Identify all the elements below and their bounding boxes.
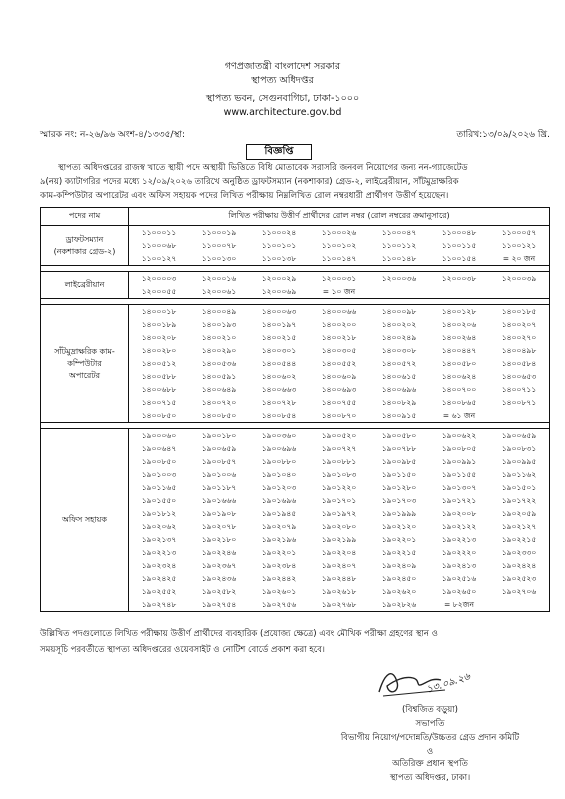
roll-row — [129, 468, 549, 481]
roll-number: ১৯০২৩২৪ — [141, 561, 177, 570]
roll-number: ১৯০১১৬৫ — [141, 483, 177, 492]
roll-number: ১৪০০২০৬ — [441, 320, 477, 329]
roll-number: ১৯০২৪০৭ — [321, 561, 357, 570]
roll-number: ১৯০১৯৯৯ — [381, 509, 417, 518]
roll-number: ১৪০০২০৮ — [141, 333, 177, 342]
roll-number: ১৯০১১৫০ — [381, 470, 417, 479]
roll-number: ১৯০২২০১ — [261, 548, 297, 557]
post-name-line: (নকশাকার গ্রেড-২) — [53, 246, 116, 256]
roll-number: ১৪০০৬৪৯ — [201, 385, 237, 394]
roll-number: ১৪০০৬০২ — [261, 372, 297, 381]
roll-number: ১১০০০২৪ — [261, 228, 297, 237]
footer-line-1: উল্লিখিত পদগুলোতে লিখিত পরীক্ষায় উত্তীর্ণ প্রার্থীদের ব্যবহারিক (প্রযোজ্য ক্ষেত্রে) এবং মৌখিক পরীক্ষা গ্রহণের স্থান ও — [40, 629, 438, 639]
roll-numbers-cell — [129, 305, 550, 423]
roll-number: ১৯০১৭২২ — [501, 496, 537, 505]
roll-number: ১১০০০১১ — [141, 228, 177, 237]
roll-row — [129, 318, 549, 331]
roll-number: ১৯০২৭৬৮ — [321, 600, 357, 609]
roll-number: ১৯০০৯৯৫ — [501, 457, 537, 466]
roll-row — [129, 305, 549, 318]
roll-row — [129, 409, 549, 422]
roll-number: ১৪০০৬৫৩ — [501, 372, 537, 381]
roll-row — [129, 239, 549, 252]
roll-number: ১৪০০৫৭২ — [381, 359, 417, 368]
roll-number: ১১০০০৭৮ — [201, 241, 237, 250]
roll-number: ১৪০০৬১৫ — [381, 372, 417, 381]
conjunction: ও — [426, 747, 434, 757]
roll-number: ১৪০০১২৮ — [441, 307, 477, 316]
memo-number: স্মারক নং: ন-২৬/৯৬ অংশ-৪/১৩৩৫/স্থা: — [40, 130, 186, 140]
roll-number: ১৯০০৭৮৮ — [381, 444, 417, 453]
roll-number: ১৪০০০৬৩ — [261, 307, 297, 316]
roll-number: ১৯০০৯৮৫ — [381, 457, 417, 466]
roll-number: ১৯০১৫০১ — [501, 483, 537, 492]
committee-name: বিভাগীয় নিয়োগ/পদোন্নতি/উচ্চতর গ্রেড প্রদান কমিটি — [340, 733, 520, 743]
roll-number: ১৯০২২১৩ — [441, 535, 477, 544]
roll-number: ১৪০০৫৫২ — [321, 359, 357, 368]
roll-numbers-cell — [129, 272, 550, 299]
roll-number: ১৪০০৮৫০ — [201, 411, 237, 420]
roll-number: ১৯০০৯৯১ — [441, 457, 477, 466]
roll-number: ১৯০১৭২১ — [441, 496, 477, 505]
roll-number: ১৯০২০০৮ — [441, 509, 477, 518]
roll-number: ১২০০০১৬ — [201, 274, 237, 283]
roll-number: ১৯০১২০৩ — [261, 483, 297, 492]
roll-number: ১৯০১৬৯৬ — [261, 496, 297, 505]
roll-number: ১৪০০৭৫৫ — [321, 398, 357, 407]
roll-number: ১৯০১৬৬৬ — [201, 496, 237, 505]
roll-number: ১৯০০৮৫৭ — [201, 457, 237, 466]
roll-number: ১৯০২৫২৩ — [501, 574, 537, 583]
roll-row — [129, 507, 549, 520]
roll-number: ১৪০০০৪৯ — [201, 307, 237, 316]
roll-number: ১৯০২৮২৬ — [381, 600, 417, 609]
signatory-designation: অতিরিক্ত প্রধান স্থপতি — [392, 759, 468, 769]
roll-row — [129, 383, 549, 396]
roll-number: ১৪০০৯১৫ — [381, 411, 417, 420]
roll-number: ১১০০১০২ — [321, 241, 357, 250]
roll-number: ১২০০০৩৬ — [381, 274, 417, 283]
roll-number: ১৯০০০৬০ — [141, 431, 177, 440]
roll-number: ১৯০০৬৯৬ — [261, 444, 297, 453]
roll-number: ১৪০০৪৯৮ — [501, 346, 537, 355]
roll-number: ১৯০২০৭৯ — [261, 522, 297, 531]
roll-number: = ৬১ জন — [442, 411, 476, 420]
roll-number: ১৪০০৫৮০ — [441, 359, 477, 368]
roll-number: ১৪০০১৮৯ — [141, 320, 177, 329]
roll-number: ১৪০০৮২৯ — [381, 398, 417, 407]
roll-number: ১৯০২৫৮২ — [201, 587, 237, 596]
govt-name: গণপ্রজাতন্ত্রী বাংলাদেশ সরকার — [224, 61, 341, 72]
roll-number: ১৯০২২১৩ — [141, 548, 177, 557]
roll-number: ১১০০০৫৭ — [501, 228, 537, 237]
roll-number: ১১০০০৪৭ — [381, 228, 417, 237]
roll-row — [129, 520, 549, 533]
roll-number: ১১০০১৩৮ — [261, 254, 297, 263]
post-name-line: কম্পিউটার — [67, 358, 102, 368]
roll-number: = ২০ জন — [502, 254, 536, 263]
roll-number: ১২০০০৩৯ — [501, 274, 537, 283]
department-address: স্থাপত্য ভবন, সেগুনবাগিচা, ঢাকা-১০০০ — [205, 93, 360, 104]
roll-number: ১৯০১৯৭২ — [321, 509, 357, 518]
rolls-column-header: লিখিত পরীক্ষায় উত্তীর্ণ প্রার্থীদের রোল নম্বর (রোল নম্বরের ক্রমানুসারে) — [129, 208, 550, 226]
intro-line-1: স্থাপত্য অধিদপ্তরের রাজস্ব খাতে স্থায়ী পদে অস্থায়ী ভিত্তিতে বিধি মোতাবেক সরাসরি জনবল নিয়োগের জন্য নন-গ্যাজেটেড — [58, 163, 468, 173]
roll-number: ১১০০১৫৪ — [441, 254, 477, 263]
roll-number: ১৪০০৭২৮ — [261, 398, 297, 407]
roll-number: ১১০০১৩০ — [201, 254, 237, 263]
roll-number: ১৪০০৫৩৬ — [201, 359, 237, 368]
roll-number: ১৯০১২৮০ — [381, 483, 417, 492]
post-name-cell — [41, 226, 129, 266]
intro-line-2: ৯(নয়) ক্যাটাগরির পদের মধ্যে ১২/০৯/২০২৬ তারিখে অনুষ্ঠিত ড্রাফটসম্যান (নকশাকার) গ্রেড-২, লাইব্রেরীয়ান, সাঁটমুদ্রাক্ষরিক — [40, 177, 459, 187]
roll-row — [129, 226, 549, 239]
roll-number: ১৯০০৫৮০ — [381, 431, 417, 440]
roll-number: ১৯০২১২০ — [381, 522, 417, 531]
roll-number: ১৪০০৮৫৪ — [261, 411, 297, 420]
notice-date: তারিখ:১৩/০৯/২০২৬ খ্রি. — [456, 130, 550, 140]
roll-row — [129, 429, 549, 442]
roll-number: ১১০০১০১ — [261, 241, 297, 250]
roll-row — [129, 396, 549, 409]
roll-number: ১৪০০৭২০ — [201, 398, 237, 407]
footer-line-2: সময়সূচি পরবর্তীতে স্থাপত্য অধিদপ্তরের ওয়েবসাইট ও নোটিশ বোর্ডে প্রকাশ করা হবে। — [40, 645, 325, 655]
roll-number: ১৯০২১২৭ — [501, 522, 537, 531]
roll-number: ১৪০০২০২ — [381, 320, 417, 329]
roll-number: ১৪০০৬৮৮ — [141, 385, 177, 394]
roll-numbers-cell — [129, 429, 550, 612]
roll-number: ১৯০১১৮৭ — [201, 483, 237, 492]
roll-number: ১৪০০২০৭ — [501, 320, 537, 329]
roll-number: ১১০০০৬৮ — [141, 241, 177, 250]
roll-number: ১৯০২৪৩৬ — [201, 574, 237, 583]
roll-number: ১৪০০৩০১ — [261, 346, 297, 355]
table-header-row — [41, 208, 550, 226]
roll-number: ১৯০০৫২০ — [321, 431, 357, 440]
post-name-line: সাঁটমুদ্রাক্ষরিক কাম- — [54, 346, 115, 356]
roll-row — [129, 572, 549, 585]
roll-number: ১৯০০৬৫৯ — [501, 431, 537, 440]
roll-number: ১৯০০৬২২ — [441, 431, 477, 440]
roll-number: ১৪০০০৯৮ — [381, 307, 417, 316]
roll-number: ১৯০২৪২৪ — [501, 561, 537, 570]
roll-number: ১৪০০২০০ — [321, 320, 357, 329]
roll-number: ১৯০১০৮৩ — [321, 470, 357, 479]
post-name-line: লাইব্রেরীয়ান — [64, 280, 105, 289]
roll-number: ১৯০২০৭৮ — [201, 522, 237, 531]
roll-row — [129, 357, 549, 370]
roll-number: ১৪০০৬২৪ — [441, 372, 477, 381]
roll-number — [429, 285, 489, 298]
signatory-name: (বিশ্বজিত বড়ুয়া) — [401, 705, 459, 715]
roll-number: ১৪০০৪৪৭ — [441, 346, 477, 355]
roll-number — [369, 285, 429, 298]
roll-number: ১১০০০২৬ — [321, 228, 357, 237]
roll-row — [129, 481, 549, 494]
table-row — [41, 226, 550, 266]
roll-number: ১৯০১৮১২ — [141, 509, 177, 518]
roll-number: ১৪০০৩০৮ — [381, 346, 417, 355]
roll-number: ১২০০০০৩ — [141, 274, 177, 283]
roll-number: ১১০০০৪৮ — [441, 228, 477, 237]
roll-number: ১৯০২৪৪২ — [261, 574, 297, 583]
roll-number: ১৪০০৫৪৪ — [261, 359, 297, 368]
roll-number: = ৮২জন — [444, 600, 474, 609]
roll-number: ১৯০০১৮০ — [201, 431, 237, 440]
roll-row — [129, 331, 549, 344]
roll-number: ১৯০১০০৬ — [201, 470, 237, 479]
roll-number: ১৪০০২৬৪ — [441, 333, 477, 342]
roll-number: ১২০০০৩৮ — [441, 274, 477, 283]
roll-number: ১৯০১২২০ — [321, 483, 357, 492]
roll-number: ১১০০১১৫ — [441, 241, 477, 250]
roll-row — [129, 598, 549, 611]
roll-number: ১৯০২৩৬৭ — [201, 561, 237, 570]
roll-number: ১৯০২৪২৫ — [141, 574, 177, 583]
roll-number: ১৪০০৬৯৩ — [321, 385, 357, 394]
roll-number: ১৪০০৮৫০ — [141, 411, 177, 420]
roll-row — [129, 494, 549, 507]
roll-number: ১৯০২২০১ — [381, 535, 417, 544]
roll-number: ১১০০১২৭ — [141, 254, 177, 263]
roll-row — [129, 546, 549, 559]
roll-number: ১৪০০৫৮৮ — [141, 372, 177, 381]
roll-number: ১৯০২৪৪৮ — [321, 574, 357, 583]
roll-row — [129, 533, 549, 546]
signatory-office: স্থাপত্য অধিদপ্তর, ঢাকা। — [389, 773, 471, 783]
roll-number: ১২০০০৩১ — [321, 274, 357, 283]
roll-number: ১৯০০৬৫৯ — [201, 444, 237, 453]
signature-date: ১৩.০৯.২৬ — [425, 671, 472, 696]
roll-number: ১৯০১১৫৫ — [441, 470, 477, 479]
roll-number: ১৯০২২২০ — [441, 548, 477, 557]
roll-number: ১৯০২৪১৩ — [441, 561, 477, 570]
roll-number: ১৯০২৬৫০ — [441, 587, 477, 596]
roll-number: ১৯০২৫৫২ — [141, 587, 177, 596]
roll-number: ১৪০০৬০৯ — [321, 372, 357, 381]
roll-numbers-cell — [129, 226, 550, 266]
roll-number: ১৪০০১৯৭ — [261, 320, 297, 329]
roll-number: ১১০০০১৯ — [201, 228, 237, 237]
roll-number: ১৯০২৪৫০ — [381, 574, 417, 583]
roll-number: ১৪০০৬৬৩ — [261, 385, 297, 394]
roll-number: ১৯০২২৪৬ — [201, 548, 237, 557]
roll-row — [129, 559, 549, 572]
roll-number: ১৪০০২৪৯ — [381, 333, 417, 342]
roll-number: ১৯০২৩৩০ — [501, 548, 537, 557]
roll-row — [129, 272, 549, 285]
roll-number: ১৪০০২৯০ — [201, 346, 237, 355]
roll-number: ১৯০১৯৪৫ — [261, 509, 297, 518]
post-name-cell — [41, 272, 129, 299]
roll-number: ১৯০১০৪০ — [261, 470, 297, 479]
roll-number: ১৪০০৫৯১ — [201, 372, 237, 381]
department-name: স্থাপত্য অধিদপ্তর — [251, 75, 314, 86]
roll-number: ১৯০১৭০৩ — [381, 496, 417, 505]
roll-number: ১৯০০৮৮০ — [261, 457, 297, 466]
roll-row — [129, 252, 549, 265]
roll-number: ১২০০০৬৯ — [261, 287, 297, 296]
website: www.architecture.gov.bd — [223, 107, 342, 118]
roll-number: ১৪০০১৮৫ — [501, 307, 537, 316]
roll-number: ১৯০২২১৫ — [501, 535, 537, 544]
roll-number: ১৯০০৮০৫ — [441, 444, 477, 453]
roll-number: ১৪০০৩০৫ — [321, 346, 357, 355]
roll-row — [129, 370, 549, 383]
roll-number: ১৯০২৭৫৪ — [201, 600, 237, 609]
post-name-cell — [41, 305, 129, 423]
roll-row — [129, 442, 549, 455]
roll-number: ১৪০০৮৭১ — [501, 398, 537, 407]
roll-number: ১৯০১০০৩ — [141, 470, 177, 479]
table-row — [41, 429, 550, 612]
roll-row — [129, 455, 549, 468]
roll-number: ১৯০১৭০১ — [321, 496, 357, 505]
roll-number: ১৪০০৫৮৪ — [501, 359, 537, 368]
roll-number: ১৪০০২১০ — [201, 333, 237, 342]
roll-number: ১৯০২৪০৯ — [381, 561, 417, 570]
roll-number: ১৯০০৬৪৭ — [141, 444, 177, 453]
roll-number: ১২০০০৫৫ — [141, 287, 177, 296]
roll-number: ১৯০২৩৮৪ — [261, 561, 297, 570]
roll-number: ১৪০০০১৮ — [141, 307, 177, 316]
roll-number: ১৪০০৬৯৬ — [381, 385, 417, 394]
roll-number: ১৯০২৭৪৮ — [141, 600, 177, 609]
roll-number: ১৪০০৮৬৫ — [441, 398, 477, 407]
roll-number: ১৯০২২১৫ — [381, 548, 417, 557]
roll-number: ১৯০২০৮০ — [321, 522, 357, 531]
roll-row — [129, 585, 549, 598]
roll-number — [489, 409, 549, 422]
roll-row — [129, 285, 549, 298]
roll-number: ১১০০১৪৭ — [321, 254, 357, 263]
roll-number: ১৪০০৭১১ — [501, 385, 537, 394]
roll-number: ১৯০০৩৬০ — [261, 431, 297, 440]
intro-line-3: কাম-কম্পিউটার অপারেটর এবং অফিস সহায়ক পদের লিখিত পরীক্ষায় নিম্নলিখিত রোল নম্বরধারী প্রার্থীগণ উত্তীর্ণ হয়েছেন। — [40, 191, 449, 201]
post-name-line: অফিস সহায়ক — [61, 515, 107, 524]
roll-number: ১৯০২৫১৬ — [441, 574, 477, 583]
roll-number: ১৯০২০৫৯ — [501, 509, 537, 518]
signatory-role: সভাপতি — [415, 719, 445, 729]
roll-number — [489, 285, 549, 298]
roll-number: ১৪০০১৯৩ — [201, 320, 237, 329]
table-row — [41, 272, 550, 299]
roll-number: ১৯০২৬২০ — [381, 587, 417, 596]
roll-number: ১৯০১৫৫০ — [141, 496, 177, 505]
post-name-line: অপারেটর — [68, 370, 101, 380]
roll-number: ১৪০০৮৭০ — [321, 411, 357, 420]
table-row — [41, 305, 550, 423]
roll-number: ১৪০০৭০০ — [441, 385, 477, 394]
results-table — [40, 207, 550, 612]
roll-number: ১৯০১৩০৭ — [441, 483, 477, 492]
roll-number: ১৯০২০৬২ — [141, 522, 177, 531]
roll-number: ১৯০২১৯৬ — [261, 535, 297, 544]
roll-number: ১৯০২৭৫৬ — [261, 600, 297, 609]
roll-number: ১৯০১৯০৮ — [201, 509, 237, 518]
roll-row — [129, 344, 549, 357]
post-name-cell — [41, 429, 129, 612]
roll-number: ১২০০০২৯ — [261, 274, 297, 283]
roll-number: ১৯০২১৮০ — [201, 535, 237, 544]
roll-number: ১৪০০৭১৫ — [141, 398, 177, 407]
roll-number: ১৯০০৭২৭ — [321, 444, 357, 453]
notice-title: বিজ্ঞপ্তি — [246, 144, 312, 160]
roll-number: ১৯০২৬১৮ — [321, 587, 357, 596]
post-name-line: ড্রাফটসম্যান — [65, 234, 104, 244]
roll-number: ১৯০০৮৮১ — [321, 457, 357, 466]
roll-number: ১৯০২৭০৬ — [501, 587, 537, 596]
roll-number: ১৪০০০৬৬ — [321, 307, 357, 316]
roll-number — [489, 598, 549, 611]
roll-number: ১৯০২১২২ — [441, 522, 477, 531]
roll-number: ১১০০১২১ — [501, 241, 537, 250]
roll-number: ১৯০০৮৫০ — [141, 457, 177, 466]
post-column-header: পদের নাম — [41, 208, 129, 226]
roll-number: ১৪০০২১৫ — [261, 333, 297, 342]
roll-number: ১১০০১১২ — [381, 241, 417, 250]
roll-number: ১৯০২৬০১ — [261, 587, 297, 596]
roll-number: = ১০ জন — [322, 287, 356, 296]
roll-number: ১৪০০২৮০ — [141, 346, 177, 355]
roll-number: ১৯০২২০৪ — [321, 548, 357, 557]
roll-number: ১৯০০৮৩১ — [501, 444, 537, 453]
roll-number: ১৯০২১৯৯ — [321, 535, 357, 544]
roll-number: ১৯০১১৬২ — [501, 470, 537, 479]
roll-number: ১৪০০২১৮ — [321, 333, 357, 342]
roll-number: ১৯০২১৩৭ — [141, 535, 177, 544]
roll-number: ১৪০০২৭০ — [501, 333, 537, 342]
roll-number: ১২০০০৬১ — [201, 287, 237, 296]
roll-number: ১১০০১৪৮ — [381, 254, 417, 263]
roll-number: ১৪০০৫১২ — [141, 359, 177, 368]
